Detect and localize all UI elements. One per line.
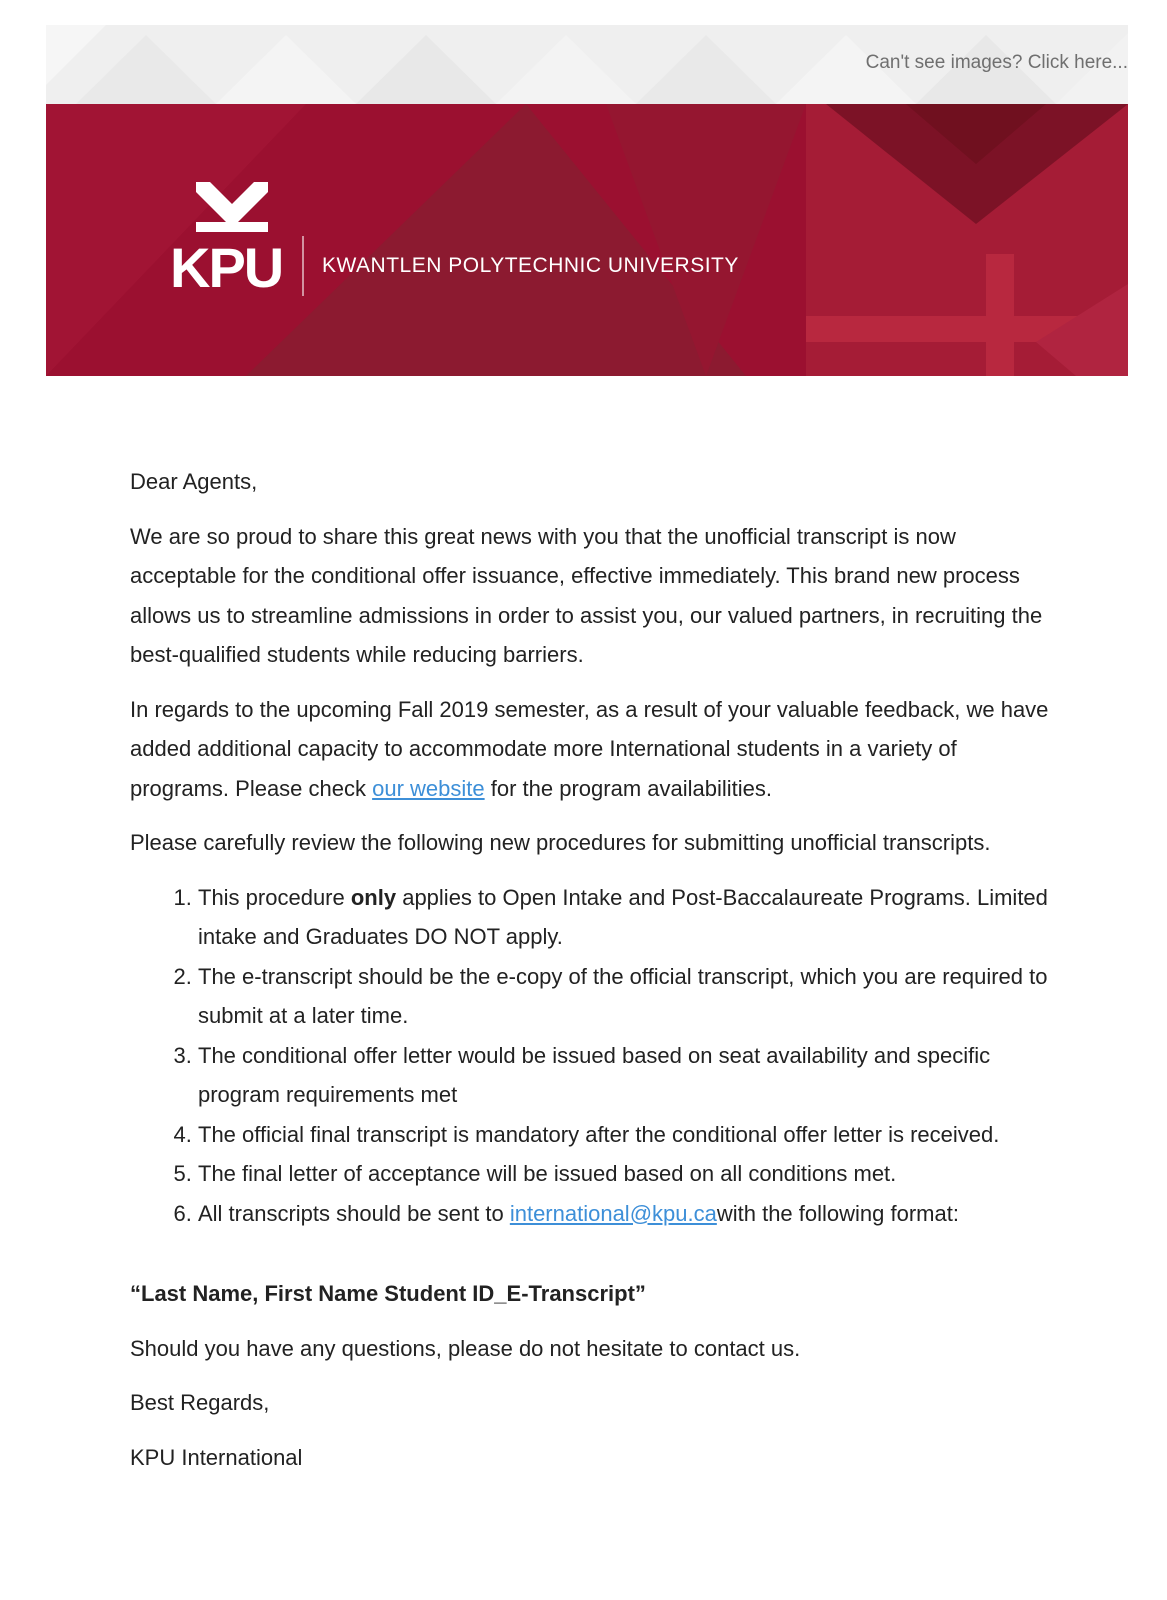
- paragraph-capacity-text-end: for the program availabilities.: [484, 775, 772, 801]
- greeting: Dear Agents,: [130, 469, 258, 494]
- paragraph-capacity: [130, 690, 1050, 809]
- list-item: 5. The final letter of acceptance will be issued based on all conditions met.: [198, 1154, 1050, 1194]
- email-link[interactable]: international@kpu.ca: [509, 1200, 717, 1226]
- list-item-text: with the following format:: [716, 1200, 959, 1226]
- paragraph-review: Please carefully review the following new procedures for submitting unofficial transcripts.: [130, 830, 991, 855]
- list-item-emphasis: only: [350, 884, 397, 910]
- logo-divider: [302, 236, 304, 296]
- paragraph-announcement: We are so proud to share this great news with you that the unofficial transcript is now acceptable for the conditional offer issuance, effective immediately. This brand new process allows us to streamline admissions in order to assist you, our valued partners, in recruiting the best-qualified students while reducing barriers.: [130, 523, 1043, 667]
- email-container: [46, 25, 1128, 1470]
- kpu-wordmark: KPU: [170, 236, 283, 299]
- our-website-link[interactable]: our website: [372, 775, 485, 801]
- university-name: KWANTLEN POLYTECHNIC UNIVERSITY: [322, 254, 739, 277]
- transcript-format: “Last Name, First Name Student ID_E-Transcript”: [130, 1281, 646, 1306]
- questions-line: Should you have any questions, please do not hesitate to contact us.: [130, 1335, 801, 1361]
- list-item: 2. The e-transcript should be the e-copy of the official transcript, which you are required to submit at a later time.: [198, 957, 1050, 1036]
- paragraph-capacity-text: In regards to the upcoming Fall 2019 semester, as a result of your valuable feedback, we have added additional capacity to accommodate more International students in a variety of programs. Please check: [130, 696, 1049, 801]
- list-item: [198, 878, 1050, 957]
- cant-see-images-link[interactable]: Can't see images? Click here...: [865, 52, 1128, 73]
- list-item-text: All transcripts should be sent to: [198, 1200, 510, 1226]
- list-item: [198, 1194, 1050, 1234]
- kpu-banner: [46, 104, 1128, 376]
- list-item-text: applies to Open Intake and Post-Baccalaureate Programs. Limited intake and Graduates DO NOT apply.: [198, 884, 1048, 949]
- list-item: 4. The official final transcript is mandatory after the conditional offer letter is received.: [198, 1115, 1050, 1155]
- list-item: 3. The conditional offer letter would be issued based on seat availability and specific program requirements met: [198, 1036, 1050, 1115]
- list-item-text: This procedure: [198, 884, 351, 910]
- email-top-bar: [46, 25, 1128, 104]
- signature: KPU International: [130, 1444, 303, 1470]
- email-body: [130, 462, 1050, 1492]
- closing-line: Best Regards,: [130, 1390, 270, 1415]
- procedure-list: [130, 878, 1050, 1234]
